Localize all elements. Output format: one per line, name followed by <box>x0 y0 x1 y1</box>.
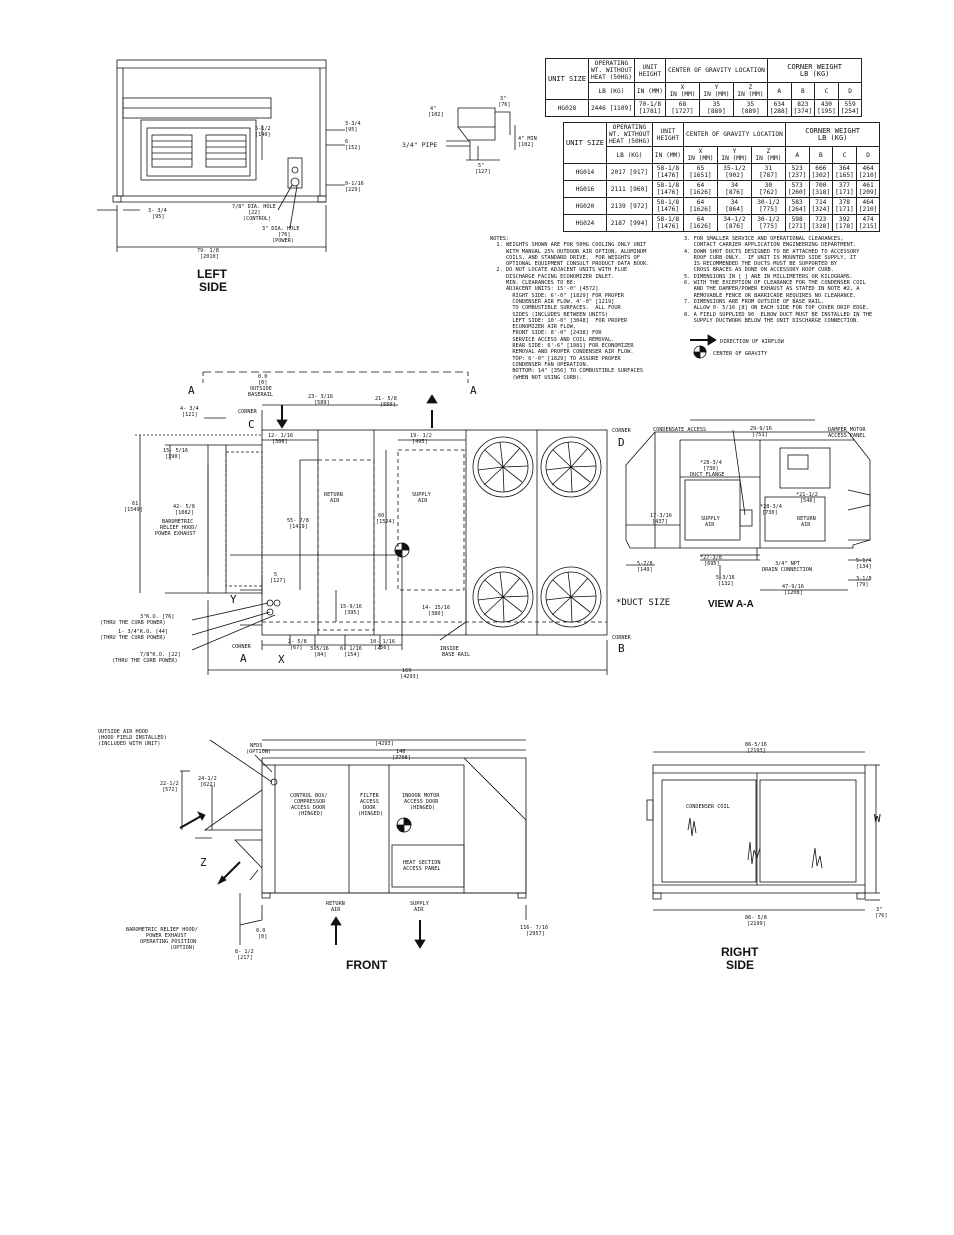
table-cell: 34-1/2 [876] <box>717 215 751 232</box>
panel-label: (HINGED) <box>410 805 435 811</box>
panel-label: HEAT SECTION <box>403 860 441 866</box>
header-operating-weight: OPERATING WT. WITHOUT HEAT (50HG) <box>588 59 634 83</box>
axis-marker: X <box>278 653 285 666</box>
right-side-title-line1: RIGHT <box>721 945 759 959</box>
table-row <box>564 215 880 232</box>
panel-label: CONTROL BOX/ <box>290 793 328 799</box>
dim-label: 6- 1/16 <box>340 646 362 652</box>
table-row <box>564 198 880 215</box>
table-cell: 64 [1626] <box>684 215 718 232</box>
supply-air-opening <box>398 450 464 590</box>
header-cg-location: CENTER OF GRAVITY LOCATION <box>684 123 786 147</box>
top-view <box>135 372 607 675</box>
dim-label: POWER EXHAUST <box>155 531 196 537</box>
dim-label: CORNER <box>612 428 631 434</box>
table-cell: HG016 <box>564 181 607 198</box>
table-cell: 2446 [1109] <box>588 100 634 117</box>
table-cell: 461 [209] <box>856 181 880 198</box>
table-cell: 392 [178] <box>833 215 857 232</box>
dim-label: [751] <box>752 432 768 438</box>
dim-label: AIR <box>330 498 340 504</box>
table-cell: 559 [254] <box>838 100 862 117</box>
dim-label: 19- 1/2 <box>410 433 432 439</box>
table-row <box>564 164 880 181</box>
table-cell: 31 [787] <box>751 164 785 181</box>
dim-label: 3-5/16 <box>310 646 329 652</box>
dim-label: 2- 5/8 <box>288 639 307 645</box>
dim-label: 47-9/16 <box>782 584 804 590</box>
dim-label: 17-3/16 <box>650 513 672 519</box>
dim-label: RETURN <box>326 901 345 907</box>
dim-label: AIR <box>418 498 428 504</box>
dim-label: [79] <box>856 582 869 588</box>
front-title: FRONT <box>346 958 388 972</box>
dim-label: 79- 1/8 <box>197 248 219 254</box>
dim-label: [149] <box>637 567 653 573</box>
dim-label: 14- 15/16 <box>422 605 451 611</box>
dim-label: POWER EXHAUST <box>146 933 187 939</box>
subheader-cell: X IN (MM) <box>666 83 700 100</box>
control-hole-icon <box>292 167 298 173</box>
table-cell: 64 [1626] <box>684 181 718 198</box>
table-cell: 464 [210] <box>856 198 880 215</box>
dim-label: [695] <box>704 561 720 567</box>
dim-label: 15-9/16 <box>340 604 362 610</box>
table-cell: 2111 [960] <box>606 181 652 198</box>
header-cg-location: CENTER OF GRAVITY LOCATION <box>666 59 768 83</box>
dim-label: (THRU THE CURB POWER) <box>100 635 166 641</box>
dim-label: [390] <box>165 454 181 460</box>
dim-label: [76] <box>498 102 511 108</box>
dim-label: *28-3/4 <box>760 504 782 510</box>
dim-label: [622] <box>200 782 216 788</box>
dim-label: CORNER <box>232 644 251 650</box>
view-aa-title: VIEW A-A <box>708 599 754 610</box>
dim-label: [1082] <box>175 510 194 516</box>
dim-label: SUPPLY <box>410 901 429 907</box>
dim-label: [1208] <box>784 590 803 596</box>
dim-label: 55- 7/8 <box>287 518 309 524</box>
table-cell: 378 [171] <box>833 198 857 215</box>
dim-label: [1549] <box>124 507 143 513</box>
dim-label: 42- 5/8 <box>173 504 195 510</box>
dim-label: [256] <box>374 645 390 651</box>
dim-label: [730] <box>703 466 719 472</box>
axis-marker: W <box>874 812 881 825</box>
dim-label: [22] <box>248 210 261 216</box>
dim-label: 5-3/16 <box>716 575 735 581</box>
table-cell: 30-1/2 [775] <box>751 198 785 215</box>
section-marker: A <box>470 384 477 397</box>
panel-label: (HINGED) <box>298 811 323 817</box>
subheader-cell: B <box>791 83 815 100</box>
table-cell: 30 [762] <box>751 181 785 198</box>
dim-label: [140] <box>255 132 271 138</box>
dim-label: [380] <box>428 611 444 617</box>
dim-label: OPERATING POSITION <box>140 939 197 945</box>
table-cell: 634 [288] <box>767 100 791 117</box>
panel-label: INDOOR MOTOR <box>402 793 440 799</box>
dim-label: [152] <box>345 145 361 151</box>
dim-label: RELIEF HOOD/ <box>160 525 198 531</box>
subheader-cell: Z IN (MM) <box>751 147 785 164</box>
dim-label: 5 <box>274 572 278 578</box>
dim-label: 4" MIN <box>518 136 537 142</box>
corner-marker: C <box>248 418 255 431</box>
dim-label: 6 <box>345 139 349 145</box>
dim-label: [546] <box>800 498 816 504</box>
dim-label: [1524] <box>376 519 395 525</box>
table-cell: 35 [889] <box>699 100 733 117</box>
header-operating-weight: OPERATING WT. WITHOUT HEAT (50HG) <box>606 123 652 147</box>
dim-label: [102] <box>428 112 444 118</box>
notes-column-2: 3. FOR SMALLER SERVICE AND OPERATIONAL CLEARANCES, CONTACT CARRIER APPLICATION ENGINEERING DEPARTMENT. 4. DOWN SHOT DUCTS DESIGNED TO BE ATTACHED TO ACCESSORY ROOF CURB ONLY. IF UNIT IS MOUNTED SIDE SUPPLY, IT IS RECOMMENDED THE DUCTS MUST BE SUPPORTED BY CROSS BRACES AS DONE ON ACCESSORY ROOF CURB. 5. DIMENSIONS IN [ ] ARE IN MILLIMETERS OR KILOGRAMS. 6. WITH THE EXCEPTION OF CLEARANCE FOR THE CONDENSER COIL AND THE DAMPER/POWER EXHAUST AS STATED IN NOTE #2, A REMOVABLE FENCE OR BARRICADE REQUIRES NO CLEARANCE. 7. DIMENSIONS ARE FROM OUTSIDE OF BASE RAIL. ALLOW 0- 5/16 [8] ON EACH SIDE FOR TOP COVER DRIP EDGE. 8. A FIELD SUPPLIED 90 ELBOW DUCT MUST BE INSTALLED IN THE SUPPLY DUCTWORK BELOW THE UNIT DISCHARGE CONNECTION. <box>684 236 873 324</box>
dim-label: 4- 3/4 <box>180 406 199 412</box>
table-cell: 58-1/8 [1476] <box>652 215 683 232</box>
dim-label: SUPPLY <box>701 516 720 522</box>
subheader-cell: A <box>785 147 809 164</box>
dim-label: INSIDE <box>440 646 459 652</box>
table-cell: 30-1/2 [775] <box>751 215 785 232</box>
dim-label: AIR <box>331 907 341 913</box>
axis-marker: Z <box>200 856 207 869</box>
dim-label: (INCLUDED WITH UNIT) <box>98 741 161 747</box>
dim-label: DAMPER MOTOR <box>828 427 866 433</box>
dim-label: [76] <box>875 913 888 919</box>
corner-weight-table-hg028 <box>545 58 862 117</box>
dim-label: [2193] <box>747 748 766 754</box>
subheader-cell: IN (MM) <box>652 147 683 164</box>
dim-label: [132] <box>718 581 734 587</box>
dim-label: [0] <box>258 934 268 940</box>
panel-label: CONDENSER COIL <box>686 804 730 810</box>
dim-label: 3- 3/4 <box>148 208 167 214</box>
dim-label: RETURN <box>324 492 343 498</box>
dim-label: 23- 3/16 <box>308 394 333 400</box>
table-cell: 35 [889] <box>733 100 767 117</box>
table-cell: 573 [260] <box>785 181 809 198</box>
dim-label: 1- 3/4"K.O. [44] <box>118 629 168 635</box>
table-cell: 430 [195] <box>815 100 839 117</box>
dim-label: [572] <box>162 787 178 793</box>
dim-label: 9-1/16 <box>345 181 364 187</box>
table-cell: 823 [374] <box>791 100 815 117</box>
dim-label: 29-9/16 <box>750 426 772 432</box>
left-side-title-line1: LEFT <box>197 267 227 281</box>
dim-label: [395] <box>344 610 360 616</box>
header-corner-weight: CORNER WEIGHT LB (KG) <box>785 123 880 147</box>
dim-label: BAROMETRIC RELIEF HOOD/ <box>126 927 198 933</box>
table-cell: 65 [1651] <box>684 164 718 181</box>
dim-label: 60 <box>378 513 385 519</box>
dim-label: 24-1/2 <box>198 776 217 782</box>
table-cell: 464 [210] <box>856 164 880 181</box>
dim-label: (OPTION) <box>246 749 271 755</box>
dim-label: 0.0 <box>258 374 268 380</box>
panel-label: ACCESS DOOR <box>404 799 439 805</box>
dim-label: (THRU THE CURB POWER) <box>100 620 166 626</box>
table-cell: 58-1/8 [1476] <box>652 164 683 181</box>
dim-label: 3-1/8 <box>856 576 872 582</box>
corner-weight-table-hg014-024 <box>563 122 880 232</box>
subheader-cell: A <box>767 83 791 100</box>
right-side-title-line2: SIDE <box>726 958 755 972</box>
table-cell: 523 [237] <box>785 164 809 181</box>
dim-label: BASERAIL <box>248 392 273 398</box>
header-unit-size: UNIT SIZE <box>564 123 607 164</box>
dim-label: [2199] <box>747 921 766 927</box>
dim-label: [3708] <box>392 755 411 761</box>
table-row <box>564 181 880 198</box>
dim-label: 15- 5/16 <box>163 448 188 454</box>
barometric-hood-outline <box>208 445 226 593</box>
table-cell: 68 [1727] <box>666 100 700 117</box>
dim-label: CORNER <box>612 635 631 641</box>
axis-marker: Y <box>230 593 237 606</box>
table-cell: 377 [171] <box>833 181 857 198</box>
dim-label: 3"K.O. [76] <box>140 614 175 620</box>
dim-label: 116- 7/16 <box>520 925 549 931</box>
dim-label: [4293] <box>375 741 394 747</box>
dim-label: BASE RAIL <box>442 652 471 658</box>
dim-label: [127] <box>475 169 491 175</box>
header-unit-height: UNIT HEIGHT <box>652 123 683 147</box>
table-cell: 474 [215] <box>856 215 880 232</box>
subheader-cell: D <box>838 83 862 100</box>
dim-label: AIR <box>705 522 715 528</box>
right-side-view <box>647 752 880 910</box>
corner-marker: D <box>618 436 625 449</box>
table-cell: 34 [864] <box>717 198 751 215</box>
dim-label: 86- 5/8 <box>745 915 767 921</box>
table-cell: 70-1/8 [1781] <box>634 100 665 117</box>
subheader-cell: Y IN (MM) <box>717 147 751 164</box>
dim-label: [730] <box>762 510 778 516</box>
dim-label: 146 <box>396 749 406 755</box>
dim-label: AIR <box>414 907 424 913</box>
dim-label: 7/8"K.O. [22] <box>140 652 181 658</box>
dim-label: [95] <box>345 127 358 133</box>
subheader-cell: C <box>815 83 839 100</box>
subheader-cell: Y IN (MM) <box>699 83 733 100</box>
dim-label: [2957] <box>526 931 545 937</box>
dim-label: 5-1/2 <box>255 126 271 132</box>
dim-label: 3-3/4 <box>345 121 361 127</box>
subheader-cell: IN (MM) <box>634 83 665 100</box>
dim-label: [495] <box>412 439 428 445</box>
subheader-cell: X IN (MM) <box>684 147 718 164</box>
subheader-cell: D <box>856 147 880 164</box>
dim-label: 0.0 <box>256 928 266 934</box>
dim-label: 5" <box>478 163 485 169</box>
dim-label: AIR <box>801 522 811 528</box>
table-cell: 598 [271] <box>785 215 809 232</box>
dim-label: [550] <box>380 402 396 408</box>
table-cell: 2187 [994] <box>606 215 652 232</box>
dim-label: [589] <box>314 400 330 406</box>
panel-label: FILTER <box>360 793 379 799</box>
panel-label: (HINGED) <box>358 811 383 817</box>
duct-size-note: *DUCT SIZE <box>616 598 671 608</box>
dim-label: 86-5/16 <box>745 742 767 748</box>
dim-label: [84] <box>314 652 327 658</box>
table-cell: 583 [264] <box>785 198 809 215</box>
table-cell: HG014 <box>564 164 607 181</box>
dim-label: 12- 1/16 <box>268 433 293 439</box>
dim-label: CORNER <box>238 409 257 415</box>
dim-label: *21-1/2 <box>796 492 818 498</box>
table-cell: 34 [876] <box>717 181 751 198</box>
dim-label: BAROMETRIC <box>162 519 194 525</box>
dim-label: [95] <box>152 214 165 220</box>
table-row <box>546 100 862 117</box>
notes-column-1: NOTES: 1. WEIGHTS SHOWN ARE FOR 50HG COOLING ONLY UNIT WITH MANUAL 25% OUTDOOR AIR OPTION, ALUMINUM COILS, AND STANDARD DRIVE. FOR WEIGHTS OF OPTIONAL EQUIPMENT CONSULT PRODUCT DATA BOOK. 2. DO NOT LOCATE ADJACENT UNITS WITH FLUE DISCHARGE FACING ECONOMIZER INLET. MIN. CLEARANCES TO BE: ADJACENT UNITS: 15'-0" [4572] RIGHT SIDE: 6'-0" [1829] FOR PROPER CONDENSER AIR FLOW. 4'-0" [1219] TO COMBUSTIBLE SURFACES. ALL FOUR SIDES (INCLUDES BETWEEN UNITS) LEFT SIDE: 10'-0" [3048] FOR PROPER ECONOMIZER AIR FLOW. FRONT SIDE: 8'-0" [2438] FOR SERVICE ACCESS AND COIL REMOVAL. REAR SIDE: 6'-6" [1981] FOR ECONOMIZER REMOVAL AND PROPER CONDENSER AIR FLOW. TOP: 6'-0" [1829] TO ASSURE PROPER CONDENSER FAN OPERATION. BOTTOM: 14" [356] TO COMBUSTIBLE SURFACES (WHEN NOT USING CURB). <box>490 236 650 381</box>
dim-label: 61 <box>132 501 139 507</box>
table-cell: 714 [324] <box>809 198 833 215</box>
section-marker: A <box>188 384 195 397</box>
left-side-view <box>97 60 345 252</box>
panel-label: DOOR <box>363 805 376 811</box>
dim-label: (POWER) <box>272 238 294 244</box>
right-blower-opening <box>206 135 246 167</box>
dim-label: 5-7/8 <box>637 561 653 567</box>
table-cell: HG024 <box>564 215 607 232</box>
dim-label: 10- 1/16 <box>370 639 395 645</box>
subheader-cell: LB (KG) <box>588 83 634 100</box>
dim-label: 4" <box>430 106 437 112</box>
dim-label: 22-1/2 <box>160 781 179 787</box>
table-cell: 666 [302] <box>809 164 833 181</box>
table-cell: 723 [328] <box>809 215 833 232</box>
dim-label: (CONTROL) <box>243 216 272 222</box>
dim-label: [229] <box>345 187 361 193</box>
dim-label: [217] <box>237 955 253 961</box>
dim-label: [134] <box>856 564 872 570</box>
panel-label: COMPRESSOR <box>294 799 326 805</box>
dim-label: 7/8" DIA. HOLE <box>232 204 276 210</box>
dim-label: 5-1/4 <box>856 558 872 564</box>
legend-airflow-label: DIRECTION OF AIRFLOW <box>720 339 784 345</box>
subheader-cell: LB (KG) <box>606 147 652 164</box>
table-cell: HG028 <box>546 100 589 117</box>
corner-marker: B <box>618 642 625 655</box>
dim-label: DRAIN CONNECTION <box>762 567 812 573</box>
left-side-title-line2: SIDE <box>199 280 228 294</box>
dim-label: [437] <box>652 519 668 525</box>
dim-label: 169 <box>402 668 412 674</box>
dim-label: [67] <box>290 645 303 651</box>
dim-label: DUCT FLANGE <box>690 472 725 478</box>
dim-label: (OPTION) <box>170 945 195 951</box>
dim-label: 8- 1/2 <box>235 949 254 955</box>
dim-label: [154] <box>344 652 360 658</box>
subheader-cell: C <box>833 147 857 164</box>
left-blower-opening <box>152 135 192 167</box>
dim-label: *27-3/8 <box>700 555 722 561</box>
panel-label: ACCESS DOOR <box>291 805 326 811</box>
dim-label: [127] <box>270 578 286 584</box>
table-cell: 64 [1626] <box>684 198 718 215</box>
table-cell: 364 [165] <box>833 164 857 181</box>
dim-label: SUPPLY <box>412 492 431 498</box>
view-aa <box>626 420 870 590</box>
table-cell: 2139 [972] <box>606 198 652 215</box>
header-corner-weight: CORNER WEIGHT LB (KG) <box>767 59 862 83</box>
dim-label: 21- 5/8 <box>375 396 397 402</box>
dim-label: [306] <box>272 439 288 445</box>
dim-label: [4293] <box>400 674 419 680</box>
dim-label: RETURN <box>797 516 816 522</box>
dim-label: [1419] <box>289 524 308 530</box>
dim-label: (THRU THE CURB POWER) <box>112 658 178 664</box>
dim-label: 3" <box>500 96 507 102</box>
dim-label: [2010] <box>200 254 219 260</box>
subheader-cell: B <box>809 147 833 164</box>
dim-label: [76] <box>278 232 291 238</box>
dim-label: [0] <box>258 380 268 386</box>
dim-label: 3/4" NPT <box>775 561 800 567</box>
dim-label: [121] <box>182 412 198 418</box>
dim-label: CONDENSATE ACCESS <box>653 427 707 433</box>
dim-label: *28-3/4 <box>700 460 722 466</box>
dim-label: (HOOD FIELD INSTALLED) <box>98 735 167 741</box>
header-unit-size: UNIT SIZE <box>546 59 589 100</box>
dim-label: [102] <box>518 142 534 148</box>
dim-label: OUTSIDE <box>250 386 272 392</box>
corner-marker: A <box>240 652 247 665</box>
dim-label: ACCESS PANEL <box>828 433 866 439</box>
table-cell: HG020 <box>564 198 607 215</box>
dim-label: NFDS <box>250 743 263 749</box>
dim-label: 3" <box>876 907 883 913</box>
panel-label: ACCESS PANEL <box>403 866 441 872</box>
front-view <box>180 740 526 948</box>
panel-label: ACCESS <box>360 799 379 805</box>
table-cell: 35-1/2 [902] <box>717 164 751 181</box>
subheader-cell: Z IN (MM) <box>733 83 767 100</box>
dim-label: 3" DIA. HOLE <box>262 226 300 232</box>
pipe-detail <box>446 108 515 160</box>
table-cell: 700 [318] <box>809 181 833 198</box>
power-hole-icon <box>291 178 299 186</box>
table-cell: 2017 [917] <box>606 164 652 181</box>
dim-label: OUTSIDE AIR HOOD <box>98 729 148 735</box>
header-unit-height: UNIT HEIGHT <box>634 59 665 83</box>
table-cell: 58-1/8 [1476] <box>652 198 683 215</box>
pipe-label: 3/4" PIPE <box>402 141 438 149</box>
table-cell: 58-1/8 [1476] <box>652 181 683 198</box>
legend-cg-label: CENTER OF GRAVITY <box>713 351 768 357</box>
